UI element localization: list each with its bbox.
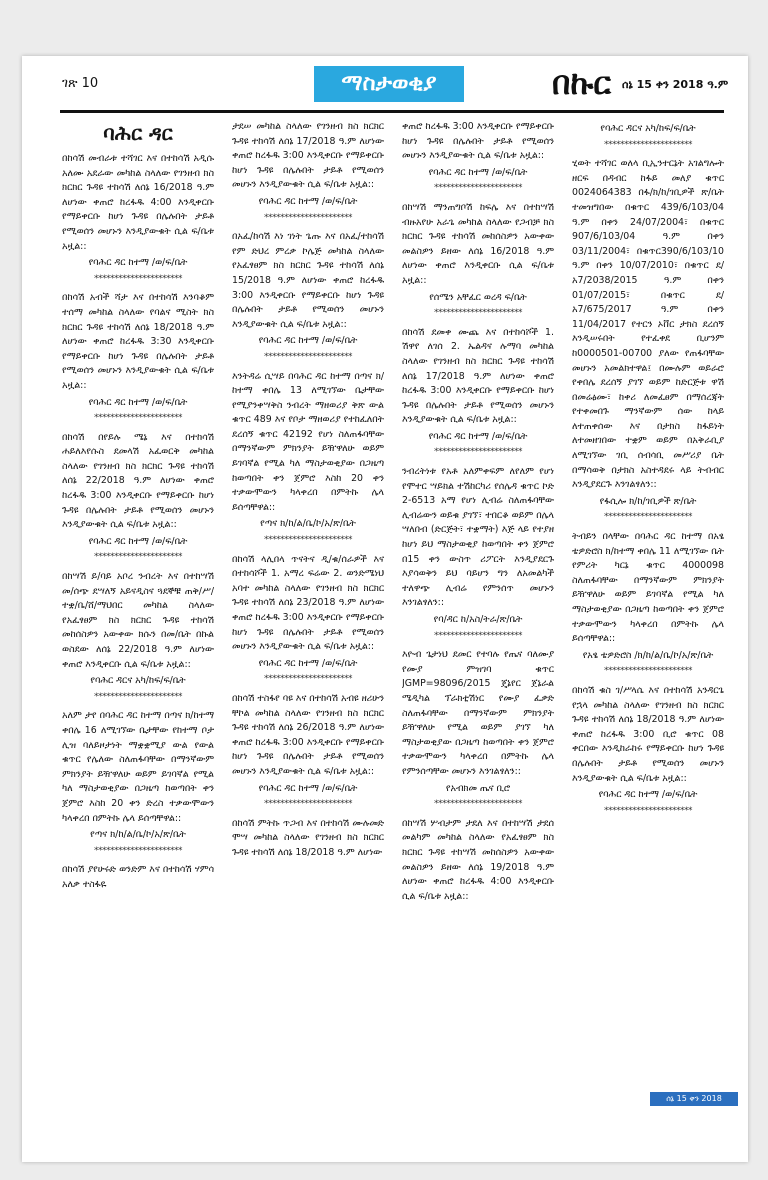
notice-signature: የባ/ዳር ከ/አስ/ትራ/ጽ/ቤት	[433, 614, 523, 625]
court-notice	[402, 817, 554, 905]
notice-text: በከሳሽ ላሊበላ ጥናትና ዲ/ቁ/ሰራዎች እና በተከሳሾች 1. አማረ ፍሬው 2. ወንድሜነህ አባተ መካከል ስላለው የገንዘብ ክስ ክርክር ጉዳዩ ተከሳሽ ለሰኔ 23/2018 ዓ.ም ለሆነው ቀጠሮ ከረፋዱ 3:00 እንዲቀርቡ የማይቀርቡ ከሆነ ጉዳዩ በሌሉበት ታይቶ የሚወሰን መሆኑን እንዲያውቁት ሲል ፍ/ቤቱ አዟል::	[232, 553, 384, 653]
section-banner: ማስታወቂያ	[314, 66, 464, 102]
header-rule	[60, 110, 724, 113]
court-notice	[402, 326, 554, 460]
star-divider: **********************	[264, 351, 352, 362]
notice-text: በአፈ/ከሳሽ እነ ገነት ጌጡ እና በአፈ/ተከሳሽ የም ድህረ ምረቃ ኮሌጅ መካከል ስላለው የአፈፃፀም ክስ ክርክር ጉዳዩ ተከሳሽ ለሰኔ 15/2018 ዓ.ም ለሆነው ቀጠሮ ከረፋዱ 3:00 እንዲቀርቡ የማይቀርቡ ከሆነ ጉዳዩ በሌሉበት ታይቶ የሚወሰን መሆኑን እንዲያውቁት ሲል ፍ/ቤቱ አዟል::	[232, 231, 384, 330]
notice-text: በከሳሽ መብራቱ ተሻገር እና በተከሳሽ አዲሱ አለሙ አደራው መካከል ስላለው የገንዘብ ክስ ክርክር ጉዳዩ ተከሳሽ ለሰኔ 16/2018 ዓ.ም ለሆነው ቀጠሮ ከረፋዱ 4:00 እንዲቀርቡ የማይቀርቡ ከሆነ ጉዳዩ በሌሉበት ታይቶ የሚወሰን መሆኑን እንዲያውቁት ሲል ፍ/ቤቱ አዟል::	[62, 153, 214, 252]
notice-text: እንትዳሬ ሲሣይ በባሕር ዳር ከተማ በጣና ክ/ከተማ ቀበሌ 13 ለሚገኘው ቤታቸው የሚያንቀሣቅስ ንብረት ማዘወሪያ ቅጽ ውል ቁጥር 489 እና የቦታ ማዘወሪያ የተከፈለበት ደረሰኝ ቁጥር 42192 የሆነ ስለጠፋባቸው በማንኛውም ምክንያት ይዥዋለሁ ወይም ይገባኛል የሚል ካለ ማስታወቂያው በጋዜጣ ከወጣበት ቀን ጀምሮ እስከ 20 ቀን ተቃውሞውን ካላቀረበ በምትኩ ሌላ ይሰጣቸዋል::	[232, 370, 384, 513]
notice-signature: የባሕር ዳር ከተማ /ወ/ፍ/ቤት	[258, 657, 358, 669]
court-notice	[62, 570, 214, 704]
star-divider: **********************	[94, 413, 182, 424]
court-notice	[232, 553, 384, 687]
court-notice	[62, 863, 214, 892]
notice-text: ንብረትነቱ የአቶ አለምቀፍም ለየለም የሆነ የሞተር ሣይክል ተሽከርካሪ የሰሌዳ ቁጥር ኮድ 2-6513 አማ የሆነ ሊብሬ ስለጠፋባቸው ሊብሬውን ወይቁ ያገኘ፣ ተበርቆ ወይም በሌላ ሣለበብ (ድርጅት፣ ተቋማት) እጅ ላይ የተያዘ ከሆነ ይህ ማስታወቂያ ከወጣበት ቀን ጀምሮ በ15 ቀን ውስጥ ሪፖርት እንዲያደርጉ እያሳወቅን ይህ ባይሆን ግን ለአመልካች ተለዋጭ ሊብሬ የምንሰጥ መሆኑን እንገልፃለን::	[402, 466, 554, 609]
notice-signature: የባሕር ዳር ከተማ /ወ/ፍ/ቤት	[428, 430, 528, 442]
star-divider: **********************	[604, 139, 692, 150]
court-notice	[62, 431, 214, 565]
star-divider: **********************	[264, 674, 352, 685]
notice-text: ትብይን በላቸው በባሕር ዳር ከተማ በአፄ ቴዎድሮስ ክ/ከተማ ቀበሌ 11 ለሚገኘው ቤት የምሪት ካርኔ ቁጥር 4000098 ስለጠፋባቸው በማንኛውም ምክንያት ይዥዋለሁ ወይም ይገባኛል የሚል ካለ ማስታወቂያው በጋዜጣ ከወጣበት ቀን ጀምሮ ተቃውሞውን ካላቀረበ በምትኩ ሌላ ይሰጣቸዋል::	[572, 531, 724, 645]
city-heading: ባሕር ዳር	[103, 121, 173, 145]
page-number: ገጽ 10	[62, 76, 99, 91]
notice-signature: የባሕር ዳርና አካ/ከፍ/ፍ/ቤት	[600, 123, 696, 134]
star-divider: **********************	[434, 799, 522, 810]
notice-text: ታደሠ መካከል ስላለው የገንዘብ ክስ ክርክር ጉዳዩ ተከሳሽ ለሰኔ 17/2018 ዓ.ም ለሆነው ቀጠሮ ከረፋዱ 3:00 እንዲቀርቡ የማይቀርቡ ከሆነ ጉዳዩ በሌሉበት ታይቶ የሚወሰን መሆኑን እንዲያውቁት ሲል ፍ/ቤቱ አዟል::	[232, 121, 384, 191]
notice-signature: የባሕር ዳር ከተማ /ወ/ፍ/ቤት	[88, 396, 188, 408]
star-divider: **********************	[94, 845, 182, 856]
notice-text: በከሳሽ በየይሉ ሜኔ እና በተከሳሽ ሐይለእየሱስ ደመላሽ አፈወርቅ መካከል ስላለው የገንዘብ ክስ ክርክር ጉዳዩ ተከሳሽ ለሰኔ 22/2018 ዓ.ም ለሆነው ቀጠሮ ከረፋዱ 3:00 እንዲቀርቡ የማይቀርቡ ከሆነ ጉዳዩ በሌሉበት ታይቶ የሚወሰን መሆኑን እንዲያውቁት ሲል ፍ/ቤቱ አዟል::	[62, 431, 214, 531]
column-1	[62, 120, 214, 1150]
footer-date-badge: ሰኔ 15 ቀን 2018	[650, 1092, 738, 1106]
court-notice	[572, 122, 724, 152]
star-divider: **********************	[94, 691, 182, 702]
notice-signature: የጣና ክ/ከ/ል/ቤ/ኮ/አ/ጽ/ቤት	[260, 518, 356, 530]
notice-signature: የአብክመ ጤና ቢሮ	[445, 782, 511, 794]
notice-signature: የባሕር ዳር ከተማ /ወ/ፍ/ቤት	[258, 335, 358, 347]
court-notice	[232, 230, 384, 364]
court-notice	[232, 370, 384, 548]
notice-text: በከሣሽ ማንጠግቦሽ ከፍሌ እና በተከሣሽ ብዙአየሁ አራጌ መካከል ስላለው የጋብቻ ክስ ክርክር ጉዳዩ ተከሳሽ መከሰስዎን አውቀው መልስዎን ይዘው ለሰኔ 16/2018 ዓ.ም ለሆነው ቀጠሮ እንዲቀርቡ ሲል ፍ/ቤቱ አዟል::	[402, 201, 554, 286]
column-4	[572, 120, 724, 1150]
newspaper-page	[22, 56, 748, 1162]
notice-text: በከሳሽ ያየሁሩድ ወንድም እና በተከሳሽ ሃምሳ አለቃ ተስፋዬ	[62, 864, 214, 890]
notice-text: ሂወት ተሻገር ወለላ ቢኢንተርኔት አገልግሎት ዘርፍ በዳብር ከፋይ መለያ ቁጥር 0024064383 በፋ/ክ/ከ/ገቢዎች ጽ/ቤት ተመዝግበው በቁጥር 439/6/103/04 ዓ.ም በቀን 24/07/2004፣ በቁጥር 907/6/103/04 ዓ.ም በቀን 03/11/2004፣ በቁጥር390/6/103/10 ዓ.ም በቀን 10/07/2010፣ በቁጥር ደ/አ7/2038/2015 ዓ.ም በቀን 01/07/2015፣ በቁጥር ደ/አ7/675/2017 ዓ.ም በቀን 11/04/2017 የተርን ኦቨር ታክስ ደረሰኝ እንዲሠሩበት የተፈቀደ ቢሆንም ከ0000501-00700 ያለው የጠፋባቸው መሆኑን አመልክተዋል፤ በሙሉም ወይራሮ የቀበሌ ደረሰኝ ያገኘ ወይም ከድርጅቱ ዋሽ በመሬፅሙ፣ ከቀሪ ለመፈፀም በማሰረጃት የተቀመበጉ ማንኛውም ሰው ከላይ ለተጠቀሰው እና በታክስ ከፋይነት ለተመዘገበው ተቋም ወይም በአቅራቢያ ለሚገኘው ገቢ ሰብሳቢ መሥሪያ ቤት በማሳወቅ በታክስ አስተዳደሩ ላይ ትብብር እንዲያደርጉ እንገልፃለን::	[572, 158, 724, 491]
star-divider: **********************	[434, 447, 522, 458]
court-notice	[402, 465, 554, 643]
notice-text: በከሣሽ ይ/ባይ አቦረ ንብረት እና በተከሣሽ መ/ሰጭ ደሣለኝ አይናዲስና ጓደኞቹ ጠቅ/ሥ/ ተቋ/ቤ/ሸ/ማህበር መካከል ስላለው የአፈፃፀም ክስ ክርክር ጉዳዩ ተከሳሽ መከሰስዎን አውቀው ክሱን በመ/ቤት በኩል ወስደው ለሰኔ 22/2018 ዓ.ም ለሆነው ቀጠሮ እንዲቀርቡ ሲል ፍ/ቤቱ አዟል::	[62, 571, 214, 670]
newspaper-name: በኩር	[552, 64, 611, 102]
court-notice	[62, 709, 214, 858]
court-notice	[232, 817, 384, 861]
notice-signature: የባሕር ዳር ከተማ /ወ/ፍ/ቤት	[88, 257, 188, 269]
notice-text: እዮብ ጌታነህ ደመር የተባሉ የጤና ባለሙያ የሙያ ምዝገባ ቁጥር JGMP=98096/2015 ጄኔየር ጀኔራል ሜዲካል ፕራክቲሽነር የሙያ ፈቃድ ስለጠፋባቸው በማንኛውም ምክንያት ይዥዋለሁ የሚል ወይም ያገኘ ካለ ማስታወቂያው በጋዜጣ ከወጣበት ቀን ጀምሮ ተቃውሞውን ካላቀረበ በምትኩ ሌላ የምንሰጣቸው መሆኑን እንገልፃለን::	[402, 649, 554, 777]
notice-signature: የፋሲሎ ክ/ከ/ገቢዎች ጽ/ቤት	[599, 495, 697, 507]
notice-signature: የባሕር ዳር ከተማ /ወ/ፍ/ቤት	[258, 782, 358, 794]
notice-text: በከሳሽ አብች ሻታ እና በተከሳሽ እንባቆም ተሰማ መካከል ስላለው የባልና ሚስት ክስ ክርክር ጉዳዩ ተከሳሽ ለሰኔ 18/2018 ዓ.ም ለሆነው ቀጠሮ ከረፋዱ 3:30 እንዲቀርቡ የማይቀርቡ ከሆነ ጉዳዩ በሌሉበት ታይቶ የሚወሰን መሆኑን እንዲያውቁት ሲል ፍ/ቤቱ አዟል::	[62, 292, 214, 391]
notice-signature: የባሕር ዳር ከተማ /ወ/ፍ/ቤት	[88, 535, 188, 547]
star-divider: **********************	[604, 805, 692, 816]
star-divider: **********************	[434, 308, 522, 319]
column-3	[402, 120, 554, 1150]
notice-signature: የባሕር ዳር ከተማ /ወ/ፍ/ቤት	[598, 789, 698, 801]
court-notice	[572, 157, 724, 525]
notice-text: በከሳሽ ደመቀ ሙጨ እና በተከሳሾች 1. ሽዋየ ለገሰ 2. ኤልዳና ሉማባ መካከል ስላለው የገንዘብ ክስ ክርክር ጉዳዩ ተከሳሽ ለሰኔ 17/2018 ዓ.ም ለሆነው ቀጠሮ ከረፋዱ 3:00 እንዲቀርቡ የማይቀርቡ ከሆነ ጉዳዩ በሌሉበት ታይቶ የሚወሰን መሆኑን እንዲያውቁት ሲል ፍ/ቤቱ አዟል::	[402, 326, 554, 426]
notice-signature: የባሕር ዳር ከተማ /ወ/ፍ/ቤት	[428, 166, 528, 178]
court-notice	[572, 530, 724, 679]
court-notice	[232, 692, 384, 812]
notice-text: አለም ታየ በባሕር ዳር ከተማ በጣና ክ/ከተማ ቀበሌ 16 ለሚገኘው ቤታቸው የከተማ ቦታ ሊዝ ባለይዞታነት ማቋቋሚያ ውል የውል ቁጥር የሌለው ስለጠፋባቸው በማንኛውም ምክንያት ይዥዋለሁ ወይም ይገባኛል የሚል ካለ ማስታወቂያው በጋዜጣ ከወጣበት ቀን ጀምሮ እስከ 20 ቀን ድረስ ተቃውሞውን ካላቀረበ በምትኩ ሌላ ይሰጣቸዋል::	[62, 710, 214, 824]
court-notice	[402, 648, 554, 812]
notice-text: በከሳሽ ምትኩ ጥጋብ እና በተከሳሽ ሙሉመድ ሞሣ መካከል ስላለው የገንዘብ ክስ ክርክር ጉዳዩ ተከሳሽ ለሰኔ 18/2018 ዓ.ም ለሆነው	[232, 817, 384, 858]
court-notice	[232, 120, 384, 225]
notice-signature: የሰሜን አቸፈር ወረዳ ፍ/ቤት	[429, 291, 527, 303]
court-notice	[402, 201, 554, 321]
star-divider: **********************	[434, 630, 522, 641]
notice-signature: የባሕር ዳር ከተማ /ወ/ፍ/ቤት	[258, 195, 358, 207]
court-notice	[62, 291, 214, 425]
notice-text: በከሳሽ ተስፋየ ባዩ እና በተከሳሽ አብዩ ዘሪሁን ቸኮል መካከል ስላለው የገንዘብ ክስ ክርክር ጉዳዩ ተከሳሽ ለሰኔ 26/2018 ዓ.ም ለሆነው ቀጠሮ ከረፋዱ 3:00 እንዲቀርቡ የማይቀርቡ ከሆነ ጉዳዩ በሌሉበት ታይቶ የሚወሰን መሆኑን እንዲያውቁት ሲል ፍ/ቤቱ አዟል::	[232, 692, 384, 777]
court-notice	[402, 120, 554, 196]
notice-text: ቀጠሮ ከረፋዱ 3:00 እንዲቀርቡ የማይቀርቡ ከሆነ ጉዳዩ በሌሉበት ታይቶ የሚወሰን መሆኑን እንዲያውቁት ሲል ፍ/ቤቱ አዟል::	[402, 121, 554, 162]
court-notice	[62, 152, 214, 286]
star-divider: **********************	[264, 535, 352, 546]
star-divider: **********************	[264, 212, 352, 223]
court-notice	[572, 684, 724, 818]
star-divider: **********************	[604, 512, 692, 523]
star-divider: **********************	[94, 552, 182, 563]
notice-text: በከሣሽ ሦብታም ታደለ እና በተከሣሽ ታደሰ መልካም መካከል ስላለው የአፈፃፀም ክስ ክርክር ጉዳዩ ተከሣሽ መከሰስዎን አውቀው መልስዎን ይዘው ለሰኔ 19/2018 ዓ.ም ለሆነው ቀጠሮ ከረፋዱ 4:00 እንዲቀርቡ ሲል ፍ/ቤቱ አዟል::	[402, 817, 554, 902]
notice-signature: የባሕር ዳርና አካ/ከፍ/ፍ/ቤት	[90, 675, 186, 687]
star-divider: **********************	[264, 799, 352, 810]
star-divider: **********************	[604, 666, 692, 677]
column-2	[232, 120, 384, 1150]
notice-signature: የጣና ክ/ከ/ል/ቤ/ኮ/አ/ጽ/ቤት	[90, 829, 186, 841]
notice-text: በከሳሽ ቁስ ገ/ሥላሴ እና በተከሳሽ አንዳርጌ የኋላ መካከል ስላለው የገንዘብ ክስ ክርክር ጉዳዩ ተከሳሽ ለሰኔ 18/2018 ዓ.ም ለሆነው ቀጠሮ ከረፋዱ 3:00 ቢሮ ቁጥር 08 ቀርበው እንዲከራከሩ የማይቀርቡ ከሆነ ጉዳዩ በሌሉበት ታይቶ የሚወሰን መሆኑን እንዲያውቁት ሲል ፍ/ቤቱ አዟል::	[572, 684, 724, 784]
issue-date: ሰኔ 15 ቀን 2018 ዓ.ም	[622, 78, 729, 91]
star-divider: **********************	[434, 183, 522, 194]
notice-signature: የአፄ ቴዎድሮስ /ክ/ከ/ል/ቤ/ኮ/አ/ጽ/ቤት	[582, 649, 714, 661]
star-divider: **********************	[94, 273, 182, 284]
